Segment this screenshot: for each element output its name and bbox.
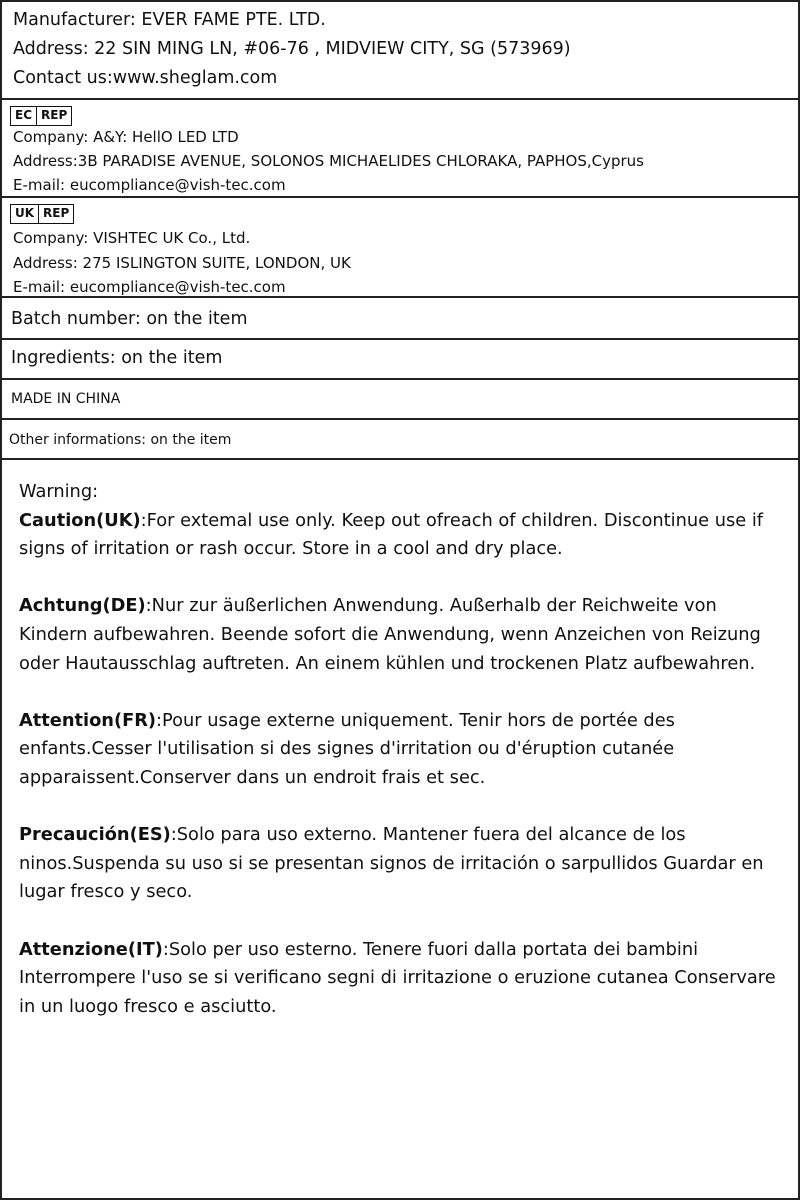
ec-rep-badge [10,106,72,126]
ec-badge-text: EC [15,108,33,122]
manufacturer-contact: Contact us:www.sheglam.com [13,68,278,88]
uk-rep-address: Address: 275 ISLINGTON SUITE, LONDON, UK [13,254,351,272]
other-info-section [0,420,800,460]
ec-rep-company: Company: A&Y: HellO LED LTD [13,128,239,146]
warning-heading: Warning: [19,481,99,502]
warning-es [19,821,789,907]
warning-uk-label: Caution(UK) [19,509,141,531]
warning-uk [19,507,789,564]
uk-rep-badge [10,204,74,224]
warning-it-label: Attenzione(IT) [19,938,163,960]
warning-de-text: :Nur zur äußerlichen Anwendung. Außerhalb der Reichweite von Kindern aufbewahren. Beende sofort die Anwendung, wenn Anzeichen von Reizung oder Hautausschlag auftreten. An einem kühlen und trockenen Platz aufbewahren. [19,595,761,674]
warning-it [19,936,789,1022]
ingredients: Ingredients: on the item [11,348,223,368]
warning-es-label: Precaución(ES) [19,824,171,846]
warning-it-text: :Solo per uso esterno. Tenere fuori dalla portata dei bambini Interrompere l'uso se si verificano segni di irritazione o eruzione cutanea Conservare in un luogo fresco e asciutto. [19,938,776,1017]
warning-fr-label: Attention(FR) [19,709,157,731]
manufacturer-section [0,0,800,100]
rep-badge-text: REP [38,205,73,223]
manufacturer-name: Manufacturer: EVER FAME PTE. LTD. [13,10,326,30]
ingredients-section [0,340,800,380]
ec-rep-section [0,100,800,198]
batch-number: Batch number: on the item [11,309,248,329]
uk-badge-text: UK [15,206,35,220]
warning-uk-text: :For extemal use only. Keep out ofreach of children. Discontinue use if signs of irritation or rash occur. Store in a cool and dry place. [19,509,764,560]
warning-de-label: Achtung(DE) [19,595,146,617]
origin-section [0,380,800,420]
warning-fr [19,707,789,793]
ec-rep-email: E-mail: eucompliance@vish-tec.com [13,176,286,194]
uk-rep-email: E-mail: eucompliance@vish-tec.com [13,278,286,296]
ec-rep-address: Address:3B PARADISE AVENUE, SOLONOS MICHAELIDES CHLORAKA, PAPHOS,Cyprus [13,152,644,170]
warning-de [19,592,789,678]
warning-section [19,478,789,1050]
batch-section [0,298,800,340]
other-informations: Other informations: on the item [9,432,232,448]
uk-rep-company: Company: VISHTEC UK Co., Ltd. [13,229,251,247]
made-in: MADE IN CHINA [11,391,121,407]
warning-es-text: :Solo para uso externo. Mantener fuera del alcance de los ninos.Suspenda su uso si se presentan signos de irritación o sarpullidos Guardar en lugar fresco y seco. [19,824,764,903]
rep-badge-text: REP [36,107,71,125]
uk-rep-section [0,198,800,298]
manufacturer-address: Address: 22 SIN MING LN, #06-76 , MIDVIEW CITY, SG (573969) [13,39,571,59]
warning-fr-text: :Pour usage externe uniquement. Tenir hors de portée des enfants.Cesser l'utilisation si des signes d'irritation ou d'éruption cutanée apparaissent.Conserver dans un endroit frais et sec. [19,709,675,788]
